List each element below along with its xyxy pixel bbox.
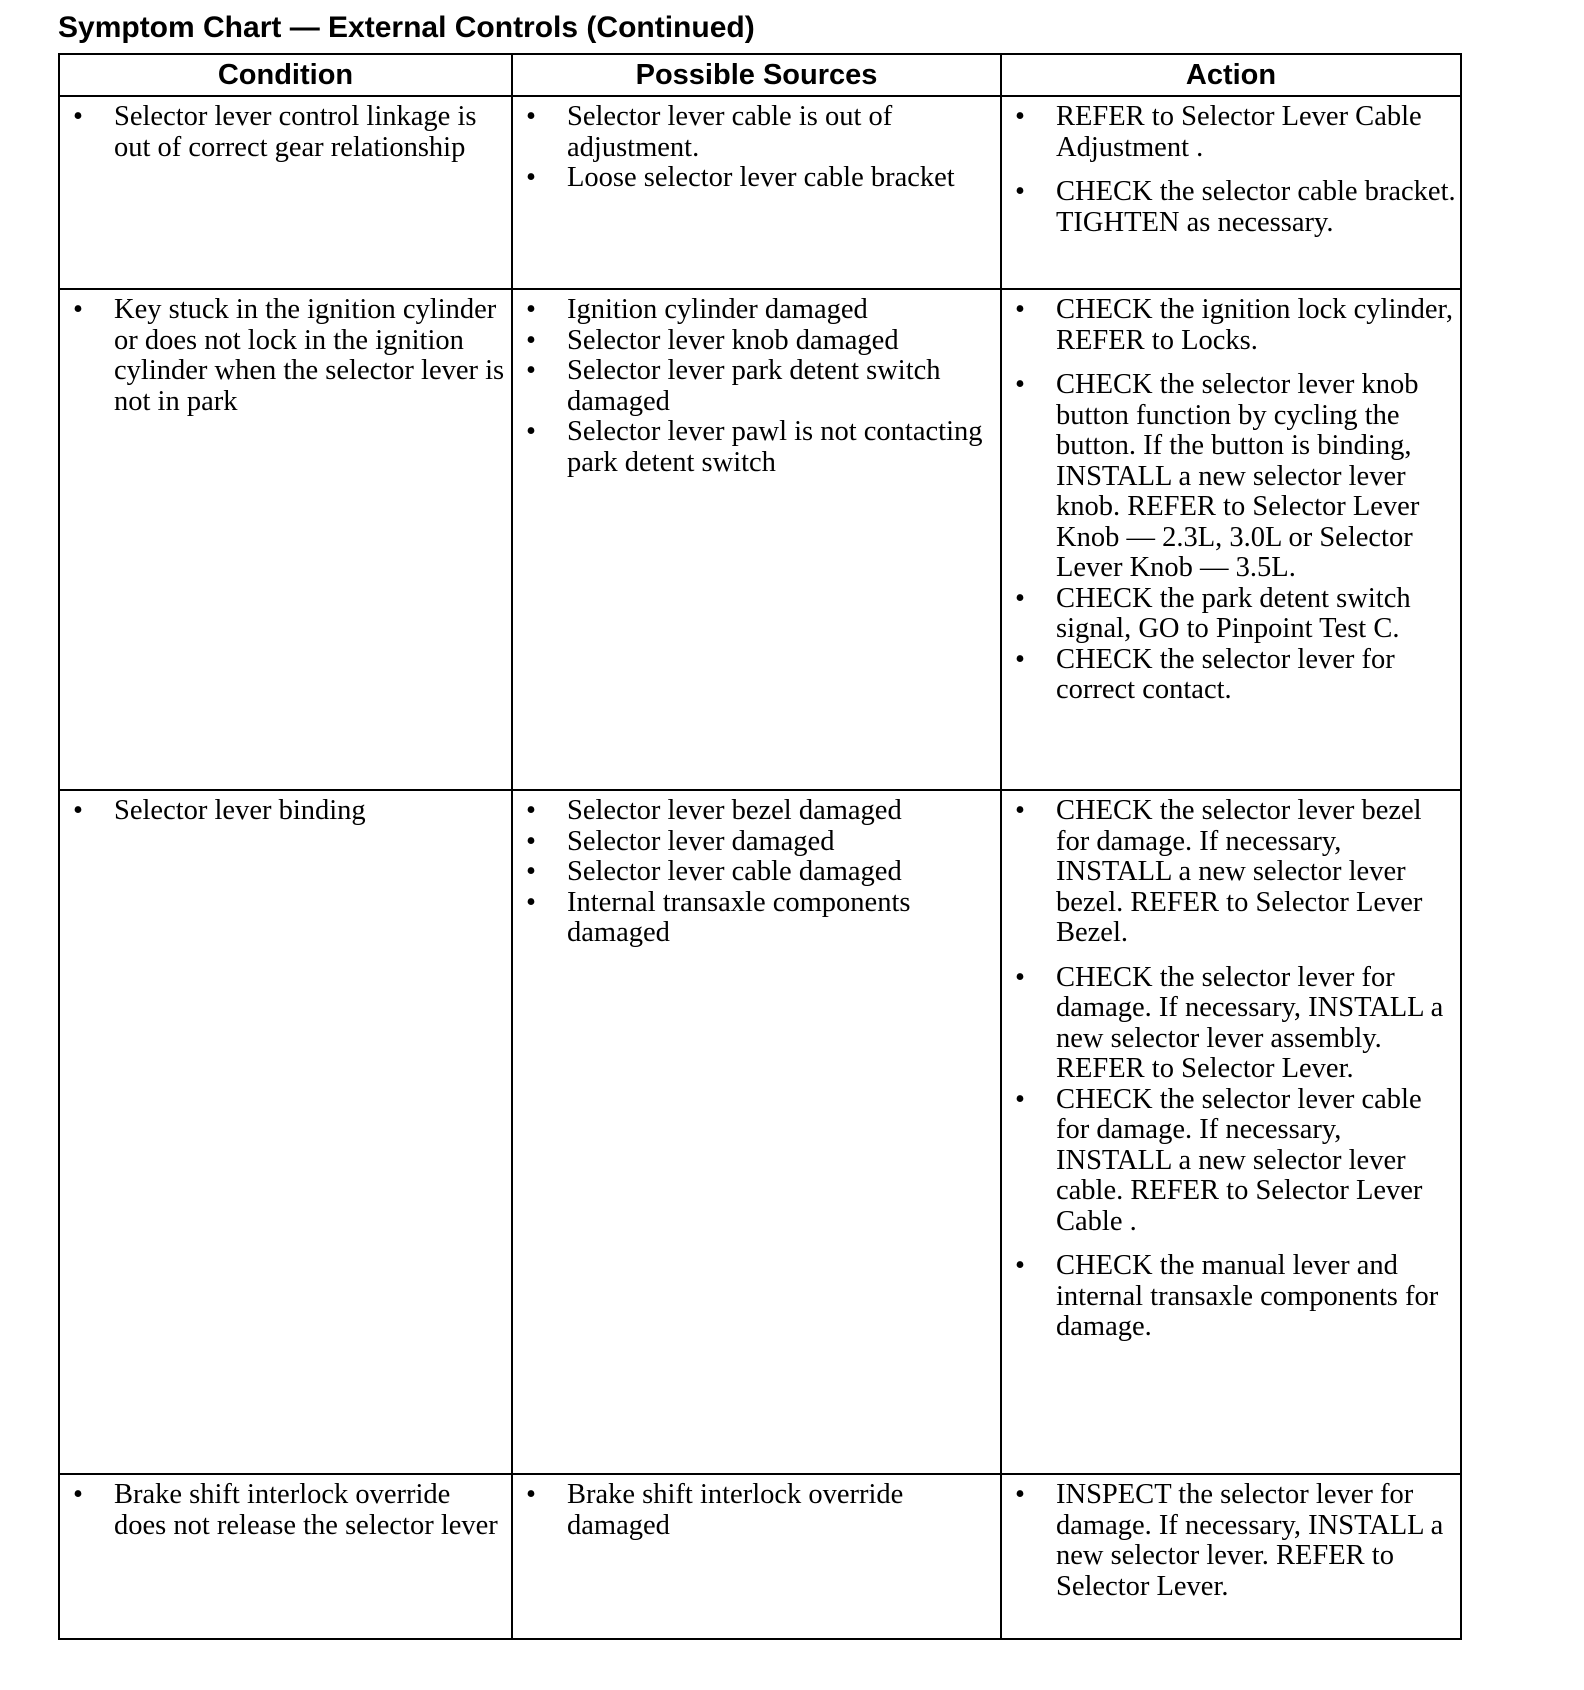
action-item: • CHECK the selector lever bezel for damage. If necessary, INSTALL a new selector lever bezel. REFER to Selector Lever Bezel. <box>1002 796 1456 949</box>
action-cell <box>1001 289 1461 790</box>
action-cell <box>1001 1474 1461 1639</box>
symptom-chart-table <box>58 53 1462 1640</box>
actions-list <box>1002 1475 1460 1606</box>
condition-item: • Brake shift interlock override does not release the selector lever <box>60 1480 507 1541</box>
table-row <box>59 790 1461 1474</box>
condition-list <box>60 1475 511 1545</box>
sources-cell <box>512 1474 1001 1639</box>
condition-cell <box>59 96 512 289</box>
table-row <box>59 1474 1461 1639</box>
condition-list <box>60 791 511 831</box>
action-item: • CHECK the selector lever cable for damage. If necessary, INSTALL a new selector lever cable. REFER to Selector Lever Cable . <box>1002 1085 1456 1238</box>
condition-item: • Selector lever binding <box>60 796 507 827</box>
sources-cell <box>512 790 1001 1474</box>
action-cell <box>1001 790 1461 1474</box>
sources-list <box>513 97 1000 198</box>
sources-cell <box>512 289 1001 790</box>
action-item: • INSPECT the selector lever for damage. If necessary, INSTALL a new selector lever. REFER to Selector Lever. <box>1002 1480 1456 1602</box>
sources-cell <box>512 96 1001 289</box>
action-item: • CHECK the manual lever and internal transaxle components for damage. <box>1002 1251 1456 1343</box>
condition-column-header: Condition <box>59 54 512 96</box>
condition-cell <box>59 790 512 1474</box>
actions-list <box>1002 791 1460 1347</box>
source-item: • Selector lever cable is out of adjustment. <box>513 102 996 163</box>
action-item: • CHECK the selector cable bracket. TIGHTEN as necessary. <box>1002 177 1456 238</box>
action-column-header: Action <box>1001 54 1461 96</box>
source-item: • Selector lever damaged <box>513 827 996 858</box>
action-cell <box>1001 96 1461 289</box>
source-item: • Internal transaxle components damaged <box>513 888 996 949</box>
condition-cell <box>59 289 512 790</box>
condition-item: • Key stuck in the ignition cylinder or does not lock in the ignition cylinder when the selector lever is not in park <box>60 295 507 417</box>
source-item: • Selector lever bezel damaged <box>513 796 996 827</box>
condition-cell <box>59 1474 512 1639</box>
action-item: • CHECK the selector lever for damage. If necessary, INSTALL a new selector lever assembly. REFER to Selector Lever. <box>1002 963 1456 1085</box>
actions-list <box>1002 97 1460 242</box>
condition-item: • Selector lever control linkage is out of correct gear relationship <box>60 102 507 163</box>
actions-list <box>1002 290 1460 710</box>
sources-list <box>513 1475 1000 1545</box>
source-item: • Selector lever knob damaged <box>513 326 996 357</box>
condition-list <box>60 290 511 421</box>
source-item: • Selector lever pawl is not contacting park detent switch <box>513 417 996 478</box>
table-row <box>59 96 1461 289</box>
source-item: • Ignition cylinder damaged <box>513 295 996 326</box>
sources-list <box>513 791 1000 953</box>
table-header-row <box>59 54 1461 96</box>
page-title: Symptom Chart — External Controls (Continued) <box>58 11 755 44</box>
action-item: • CHECK the ignition lock cylinder, REFER to Locks. <box>1002 295 1456 356</box>
action-item: • CHECK the selector lever knob button function by cycling the button. If the button is binding, INSTALL a new selector lever knob. REFER to Selector Lever Knob — 2.3L, 3.0L or Selector Lever Knob — 3.5L. <box>1002 370 1456 584</box>
table-row <box>59 289 1461 790</box>
action-item: • CHECK the selector lever for correct contact. <box>1002 645 1456 706</box>
action-item: • CHECK the park detent switch signal, GO to Pinpoint Test C. <box>1002 584 1456 645</box>
condition-list <box>60 97 511 167</box>
source-item: • Selector lever cable damaged <box>513 857 996 888</box>
source-item: • Loose selector lever cable bracket <box>513 163 996 194</box>
source-item: • Selector lever park detent switch damaged <box>513 356 996 417</box>
sources-list <box>513 290 1000 482</box>
possible-sources-column-header: Possible Sources <box>512 54 1001 96</box>
source-item: • Brake shift interlock override damaged <box>513 1480 996 1541</box>
action-item: • REFER to Selector Lever Cable Adjustment . <box>1002 102 1456 163</box>
